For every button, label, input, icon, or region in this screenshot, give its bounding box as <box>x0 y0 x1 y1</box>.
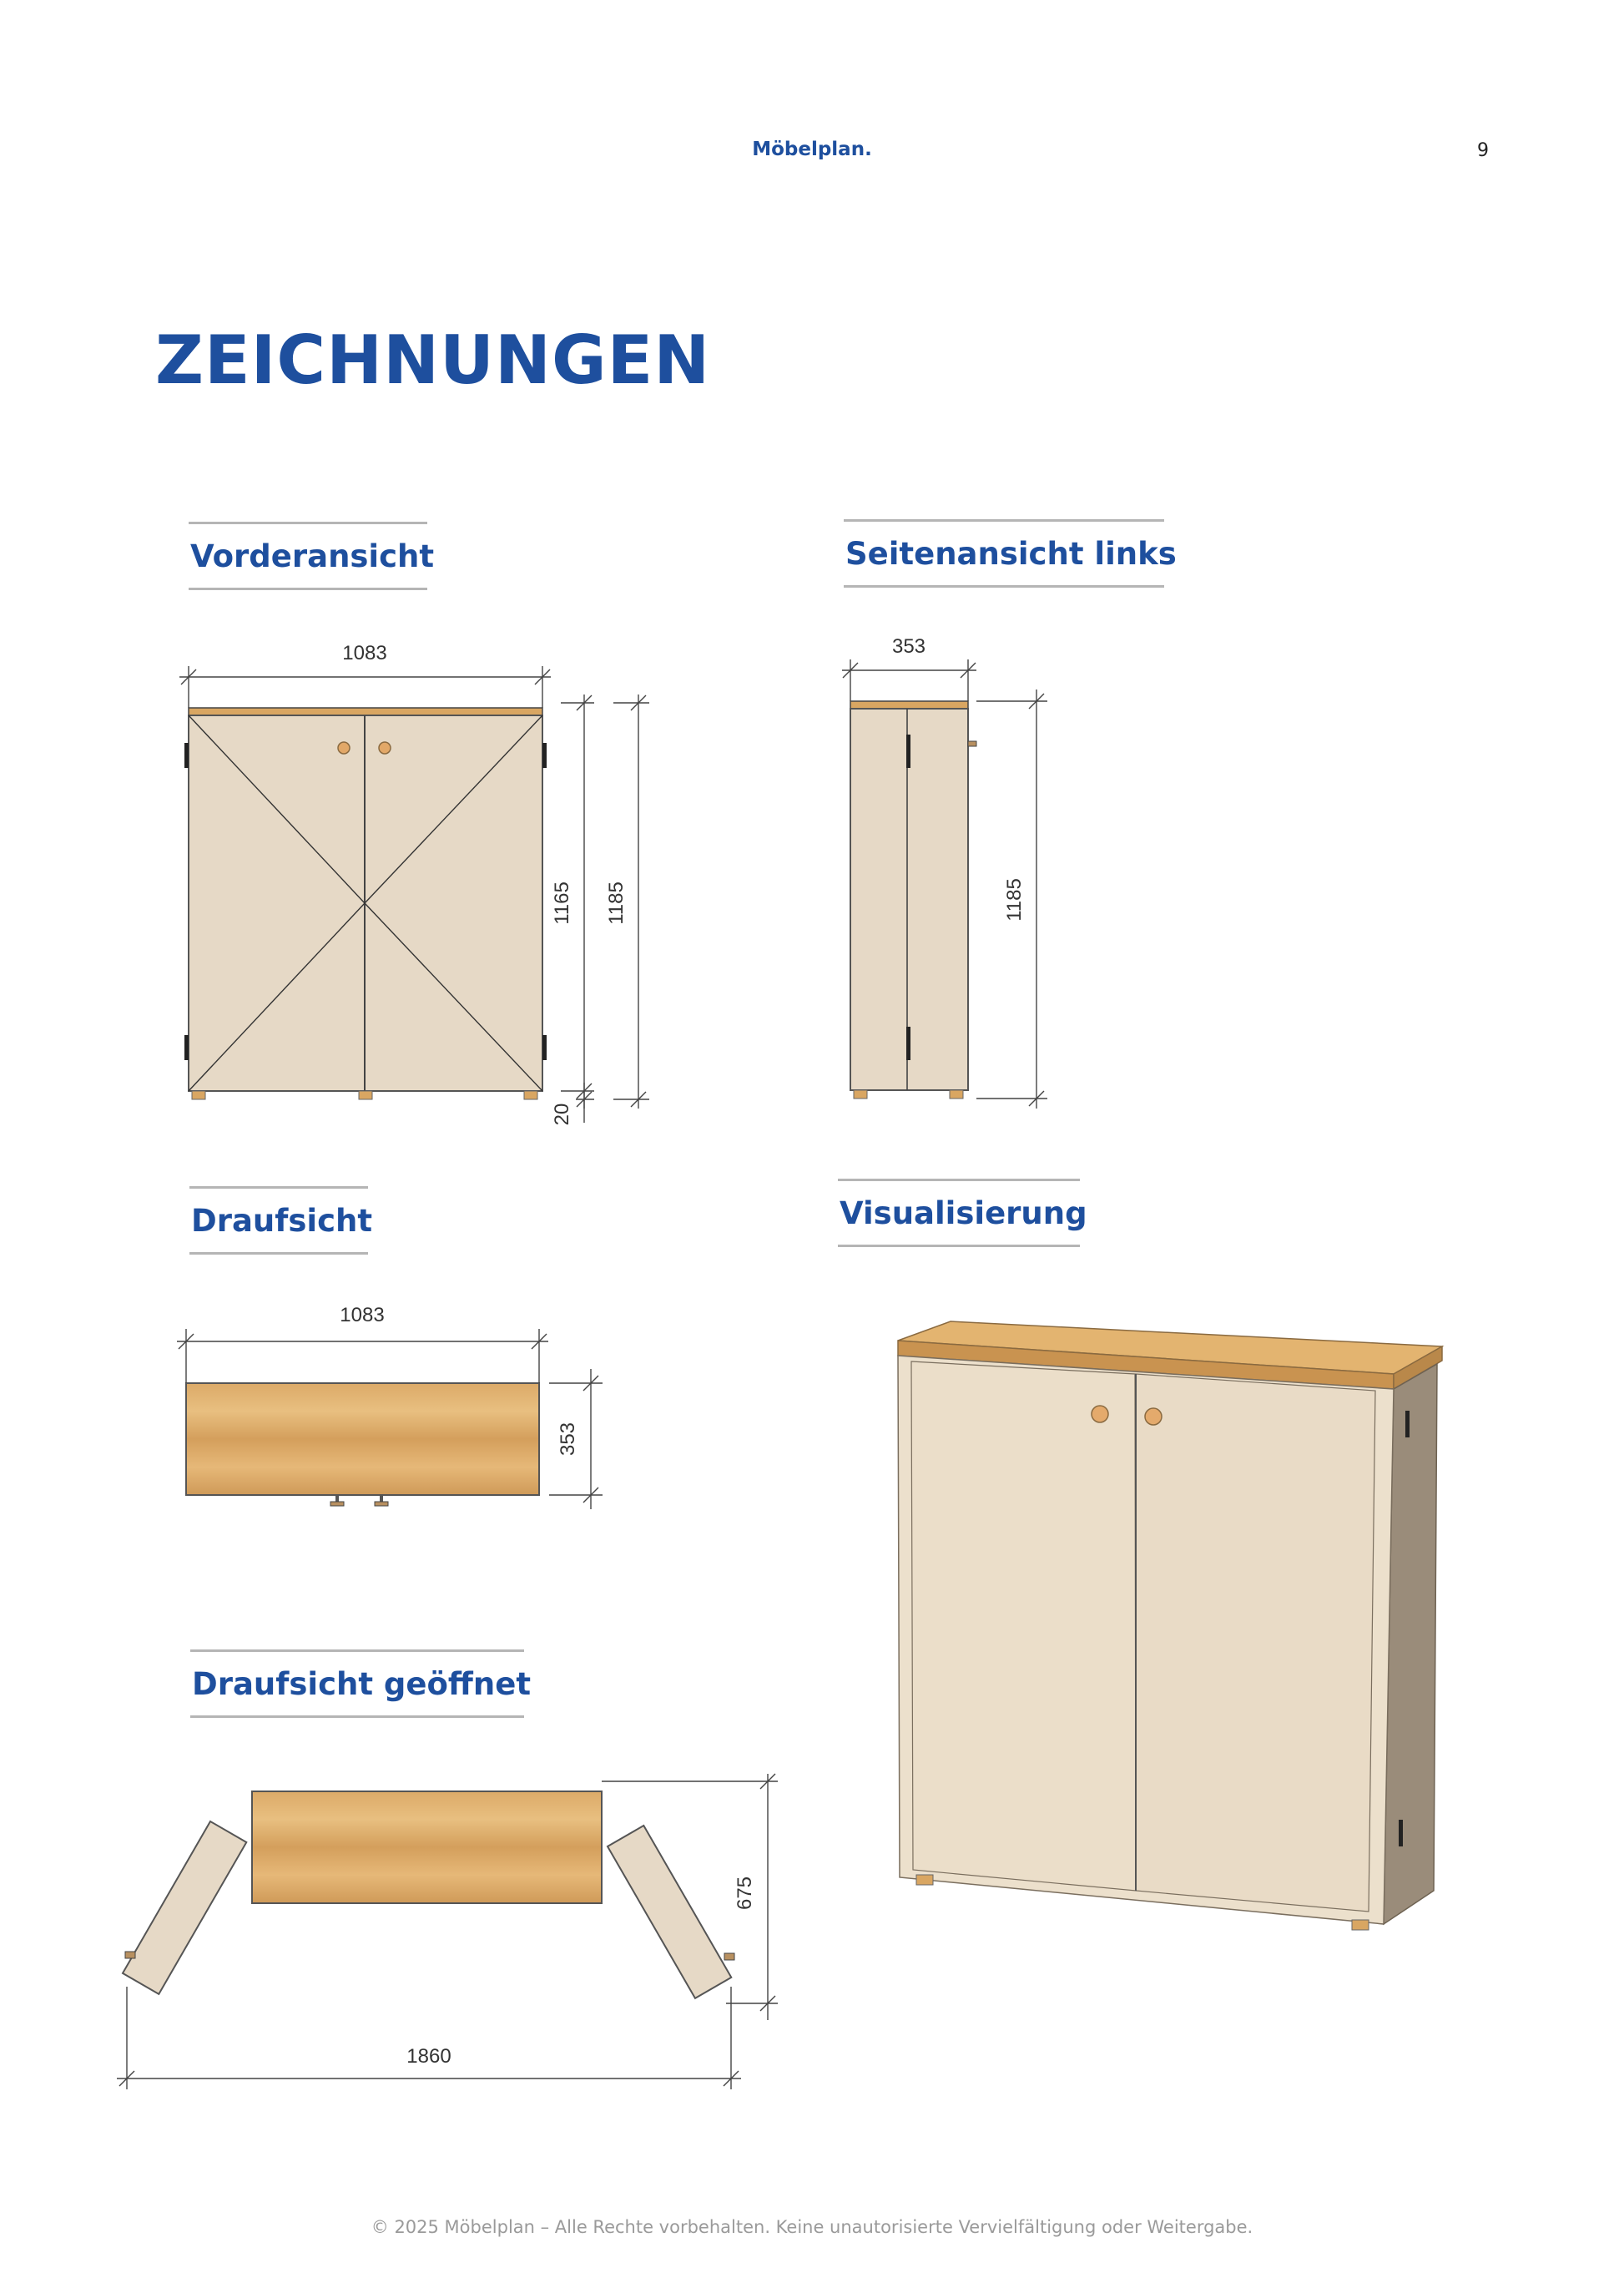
dim-top-depth: 353 <box>557 1422 579 1457</box>
knob-icon <box>968 741 976 746</box>
hinge-icon <box>184 743 189 768</box>
visualization-render <box>898 1321 1442 1930</box>
knob-icon <box>1092 1406 1108 1422</box>
hinge-icon <box>542 1035 547 1060</box>
page-title: ZEICHNUNGEN <box>155 321 711 399</box>
hinge-icon <box>1405 1411 1410 1437</box>
side-view-drawing <box>850 701 976 1099</box>
page-number: 9 <box>1477 140 1489 161</box>
footer-copyright: © 2025 Möbelplan – Alle Rechte vorbehalten. Keine unautorisierte Vervielfältigung oder Weitergabe. <box>371 2217 1253 2237</box>
section-heading-visualization: Visualisierung <box>838 1179 1080 1247</box>
dim-side-total-height: 1185 <box>1003 878 1026 922</box>
hinge-icon <box>542 743 547 768</box>
open-door-left <box>123 1821 246 1994</box>
dim-front-feet-height: 20 <box>551 1103 573 1126</box>
knob-icon <box>330 1502 344 1506</box>
foot <box>359 1091 372 1099</box>
section-heading-top-view-open: Draufsicht geöffnet <box>190 1649 524 1718</box>
dim-top-width: 1083 <box>340 1304 385 1326</box>
brand-logo: Möbelplan. <box>752 139 872 160</box>
dim-front-body-height: 1165 <box>551 881 573 925</box>
foot <box>192 1091 205 1099</box>
foot <box>524 1091 537 1099</box>
dim-side-depth: 353 <box>891 635 926 658</box>
open-door-right <box>608 1826 731 1998</box>
section-heading-top-view: Draufsicht <box>189 1186 368 1255</box>
hinge-icon <box>184 1035 189 1060</box>
dim-open-depth: 675 <box>734 1876 756 1911</box>
top-view-drawing <box>186 1383 539 1506</box>
dim-open-width: 1860 <box>406 2045 451 2068</box>
dim-front-width: 1083 <box>342 642 387 664</box>
hinge-icon <box>906 735 910 768</box>
knob-icon <box>724 1953 734 1960</box>
dim-front-total-height: 1185 <box>605 881 628 925</box>
front-view-drawing <box>184 708 547 1099</box>
knob-icon <box>125 1952 135 1958</box>
top-view-open-drawing <box>123 1791 734 1998</box>
knob-icon <box>379 742 391 754</box>
hinge-icon <box>906 1027 910 1060</box>
knob-icon <box>338 742 350 754</box>
section-heading-front-view: Vorderansicht <box>189 522 427 590</box>
knob-icon <box>1145 1408 1162 1425</box>
knob-icon <box>375 1502 388 1506</box>
hinge-icon <box>1399 1820 1403 1846</box>
front-top-board <box>189 708 542 715</box>
section-heading-side-view: Seitenansicht links <box>844 519 1164 588</box>
